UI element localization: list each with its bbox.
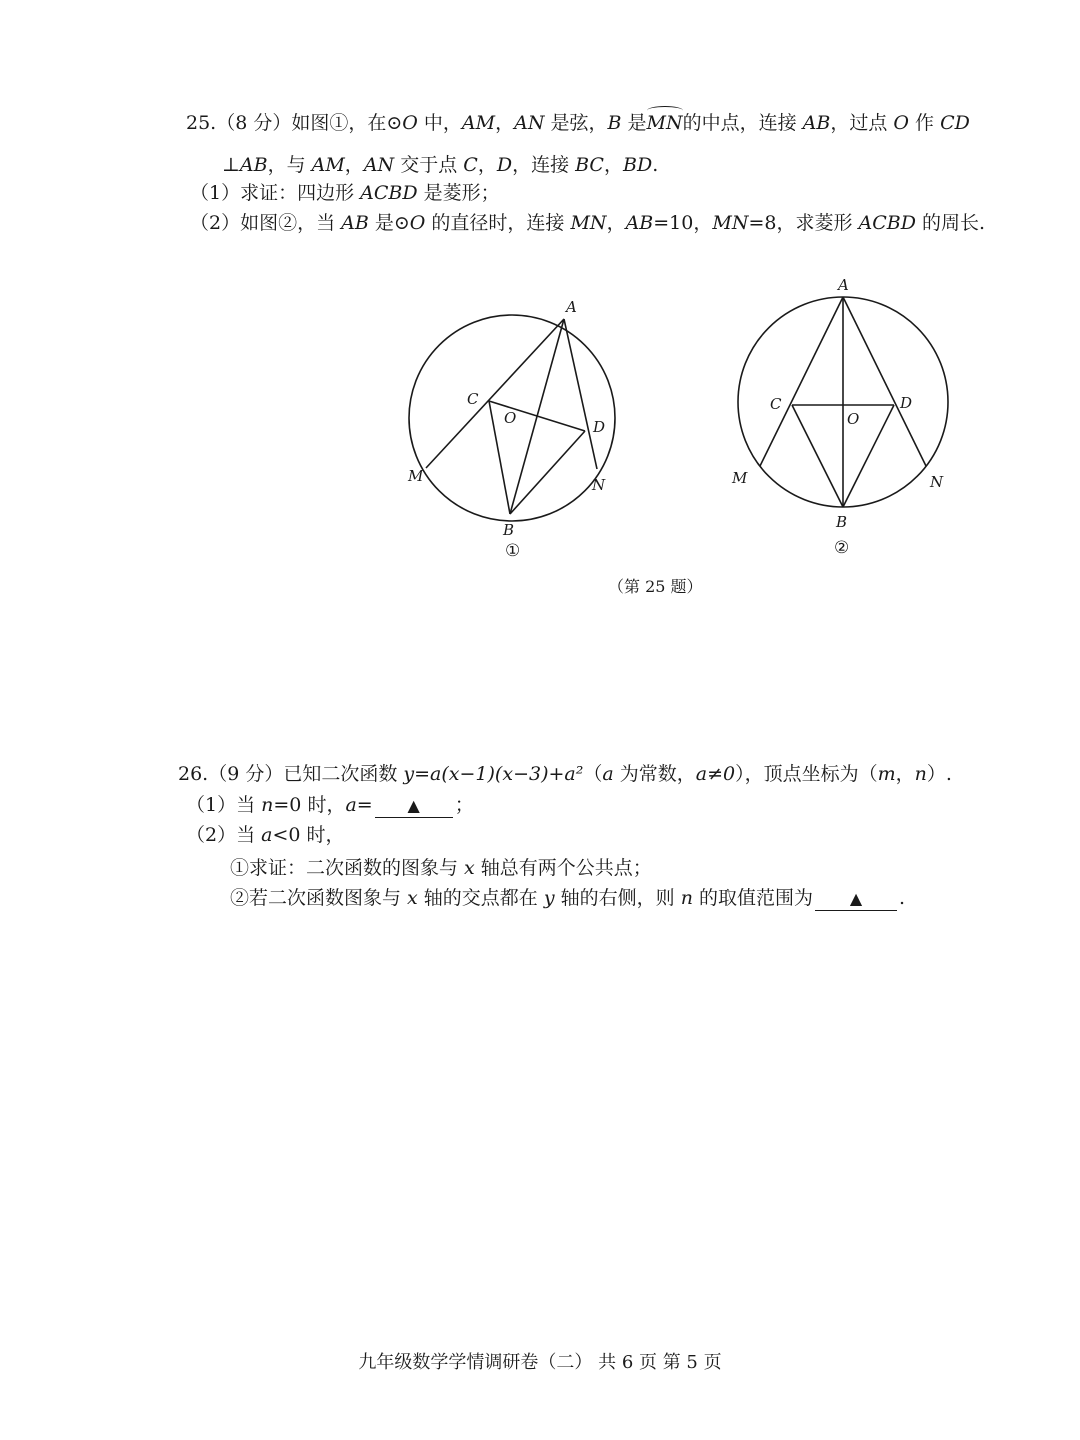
- fig1-label-a: A: [566, 298, 577, 316]
- q25-line2: ⊥AB，与 AM，AN 交于点 C，D，连接 BC，BD.: [222, 154, 659, 176]
- fig2-label-m: M: [732, 469, 748, 487]
- q26-part2: （2）当 a<0 时，: [186, 824, 345, 846]
- q25-part1: （1）求证：四边形 ACBD 是菱形；: [190, 182, 500, 204]
- fig2-label-n: N: [930, 473, 944, 491]
- figures-q25: [0, 0, 1080, 600]
- answer-blank-1[interactable]: [375, 794, 453, 818]
- fig1-label-d: D: [593, 418, 606, 436]
- fig1-label-c: C: [467, 390, 479, 408]
- fig2-number: ②: [834, 538, 850, 558]
- q25-number: 25.: [186, 112, 217, 134]
- fig2-chord-an: [843, 297, 926, 466]
- q26-formula: y=a(x−1)(x−3)+a²: [403, 763, 584, 785]
- fig1-label-m: M: [408, 467, 424, 485]
- q26-line1: 26.（9 分）已知二次函数 y=a(x−1)(x−3)+a²（a 为常数，a≠0），顶点坐标为（m，n）.: [178, 763, 952, 785]
- answer-blank-2[interactable]: [815, 887, 897, 911]
- figure-2-labels: [731, 276, 944, 558]
- q25-line1: 25.（8 分）如图①，在⊙O 中，AM，AN 是弦，B 是MN的中点，连接 AB，过点 O 作 CD: [186, 112, 970, 134]
- fig2-label-o: O: [847, 410, 860, 428]
- page-footer: 九年级数学学情调研卷（二） 共 6 页 第 5 页: [358, 1352, 722, 1373]
- arc-mn: MN: [646, 112, 683, 134]
- q26-sub2: ②若二次函数图象与 x 轴的交点都在 y 轴的右侧，则 n 的取值范围为 ▲ .: [230, 887, 906, 909]
- fig1-label-b: B: [503, 521, 515, 539]
- figure-caption: （第 25 题）: [608, 577, 703, 596]
- q26-number: 26.: [178, 763, 209, 785]
- fig2-chord-am: [760, 297, 843, 466]
- fig1-label-o: O: [504, 409, 517, 427]
- q26-part1: （1）当 n=0 时，a= ▲ ；: [186, 794, 474, 816]
- q26-sub1: ①求证：二次函数的图象与 x 轴总有两个公共点；: [230, 857, 652, 879]
- fig2-segment-bc: [792, 405, 843, 507]
- fig2-label-d: D: [900, 394, 913, 412]
- fig1-number: ①: [505, 541, 521, 561]
- fig1-label-n: N: [592, 476, 606, 494]
- q25-part2: （2）如图②，当 AB 是⊙O 的直径时，连接 MN，AB=10，MN=8，求菱形 ACBD 的周长.: [190, 212, 986, 234]
- fig2-label-a: A: [838, 276, 849, 294]
- triangle-marker: ▲: [849, 889, 863, 908]
- triangle-marker: ▲: [407, 796, 420, 815]
- fig2-label-b: B: [836, 513, 848, 531]
- fig2-label-c: C: [770, 395, 782, 413]
